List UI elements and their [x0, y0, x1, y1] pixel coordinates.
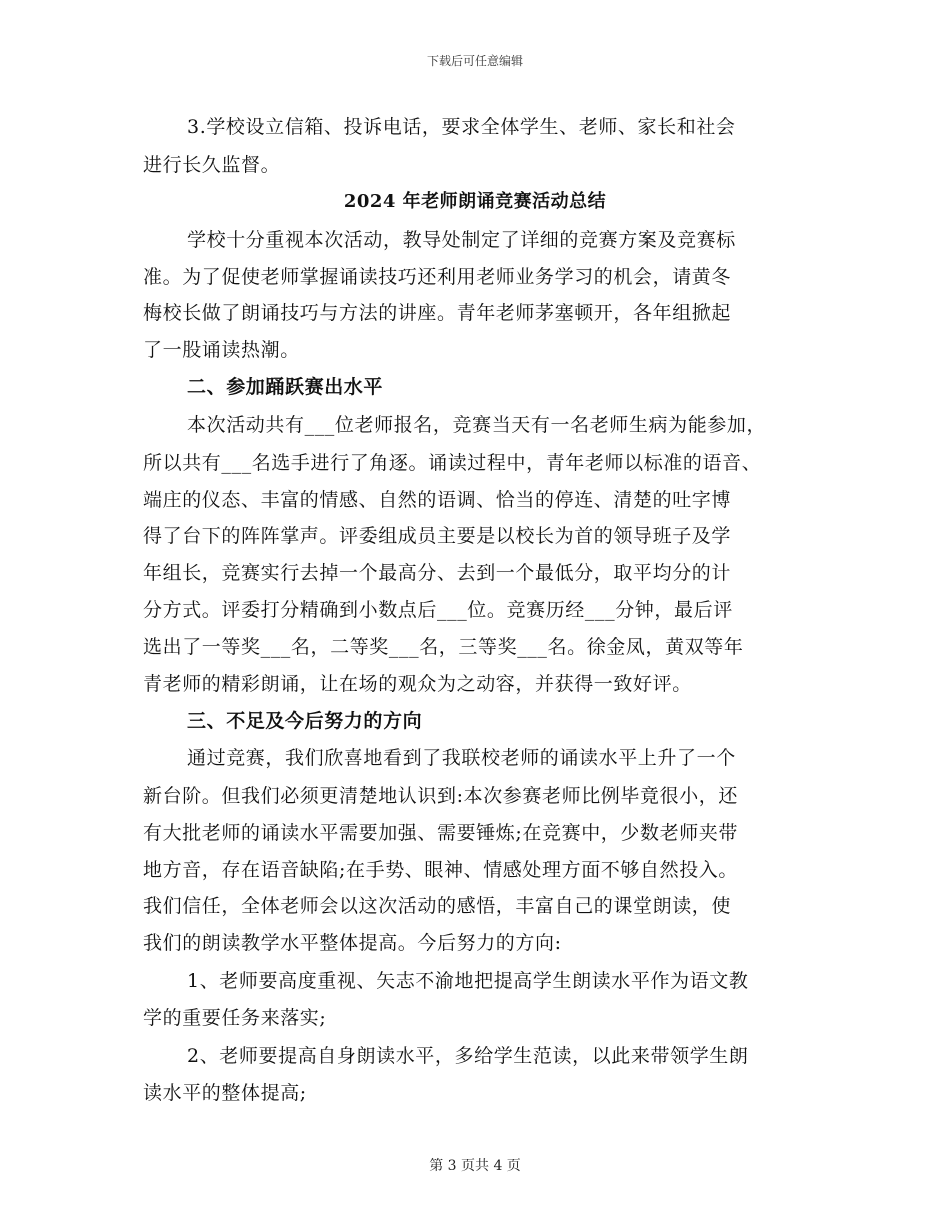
paragraph-line: 地方音，存在语音缺陷;在手势、眼神、情感处理方面不够自然投入。	[143, 859, 739, 881]
paragraph-line: 2、老师要提高自身朗读水平，多给学生范读，以此来带领学生朗	[187, 1045, 749, 1067]
paragraph-line: 1、老师要高度重视、矢志不渝地把提高学生朗读水平作为语文教	[187, 970, 749, 992]
paragraph-line: 所以共有___名选手进行了角逐。诵读过程中，青年老师以标准的语音、	[143, 452, 762, 474]
paragraph-line: 年组长，竞赛实行去掉一个最高分、去到一个最低分，取平均分的计	[143, 562, 732, 584]
paragraph-line: 学的重要任务来落实;	[143, 1007, 327, 1029]
paragraph-line: 选出了一等奖___名，二等奖___名，三等奖___名。徐金凤，黄双等年	[143, 636, 744, 658]
paragraph-line: 学校十分重视本次活动，教导处制定了详细的竞赛方案及竞赛标	[187, 229, 736, 251]
paragraph-line: 梅校长做了朗诵技巧与方法的讲座。青年老师茅塞顿开，各年组掀起	[143, 302, 732, 324]
paragraph-line: 通过竞赛，我们欣喜地看到了我联校老师的诵读水平上升了一个	[187, 747, 736, 769]
paragraph-line: 新台阶。但我们必须更清楚地认识到:本次参赛老师比例毕竟很小，还	[143, 785, 739, 807]
paragraph-line: 读水平的整体提高;	[143, 1082, 307, 1104]
subsection-heading: 三、不足及今后努力的方向	[187, 710, 423, 732]
page-footer: 第 3 页共 4 页	[429, 1158, 521, 1174]
paragraph-line: 我们的朗读教学水平整体提高。今后努力的方向:	[143, 932, 562, 954]
paragraph-line: 3.学校设立信箱、投诉电话，要求全体学生、老师、家长和社会	[187, 116, 736, 138]
page-header: 下载后可任意编辑	[426, 54, 523, 68]
subsection-heading: 二、参加踊跃赛出水平	[187, 376, 384, 398]
section-title: 2024 年老师朗诵竞赛活动总结	[343, 191, 607, 212]
paragraph-line: 得了台下的阵阵掌声。评委组成员主要是以校长为首的领导班子及学	[143, 525, 732, 547]
paragraph-line: 我们信任，全体老师会以这次活动的感悟，丰富自己的课堂朗读，使	[143, 895, 732, 917]
paragraph-line: 有大批老师的诵读水平需要加强、需要锤炼;在竞赛中，少数老师夹带	[143, 822, 739, 844]
paragraph-line: 青老师的精彩朗诵，让在场的观众为之动容，并获得一致好评。	[143, 673, 692, 695]
paragraph-line: 进行长久监督。	[143, 154, 281, 176]
paragraph-line: 分方式。评委打分精确到小数点后___位。竞赛历经___分钟，最后评	[143, 599, 733, 621]
paragraph-line: 准。为了促使老师掌握诵读技巧还利用老师业务学习的机会，请黄冬	[143, 266, 732, 288]
paragraph-line: 了一股诵读热潮。	[143, 339, 300, 361]
paragraph-line: 本次活动共有___位老师报名，竞赛当天有一名老师生病为能参加，	[187, 414, 767, 436]
paragraph-line: 端庄的仪态、丰富的情感、自然的语调、恰当的停连、清楚的吐字博	[143, 489, 732, 511]
